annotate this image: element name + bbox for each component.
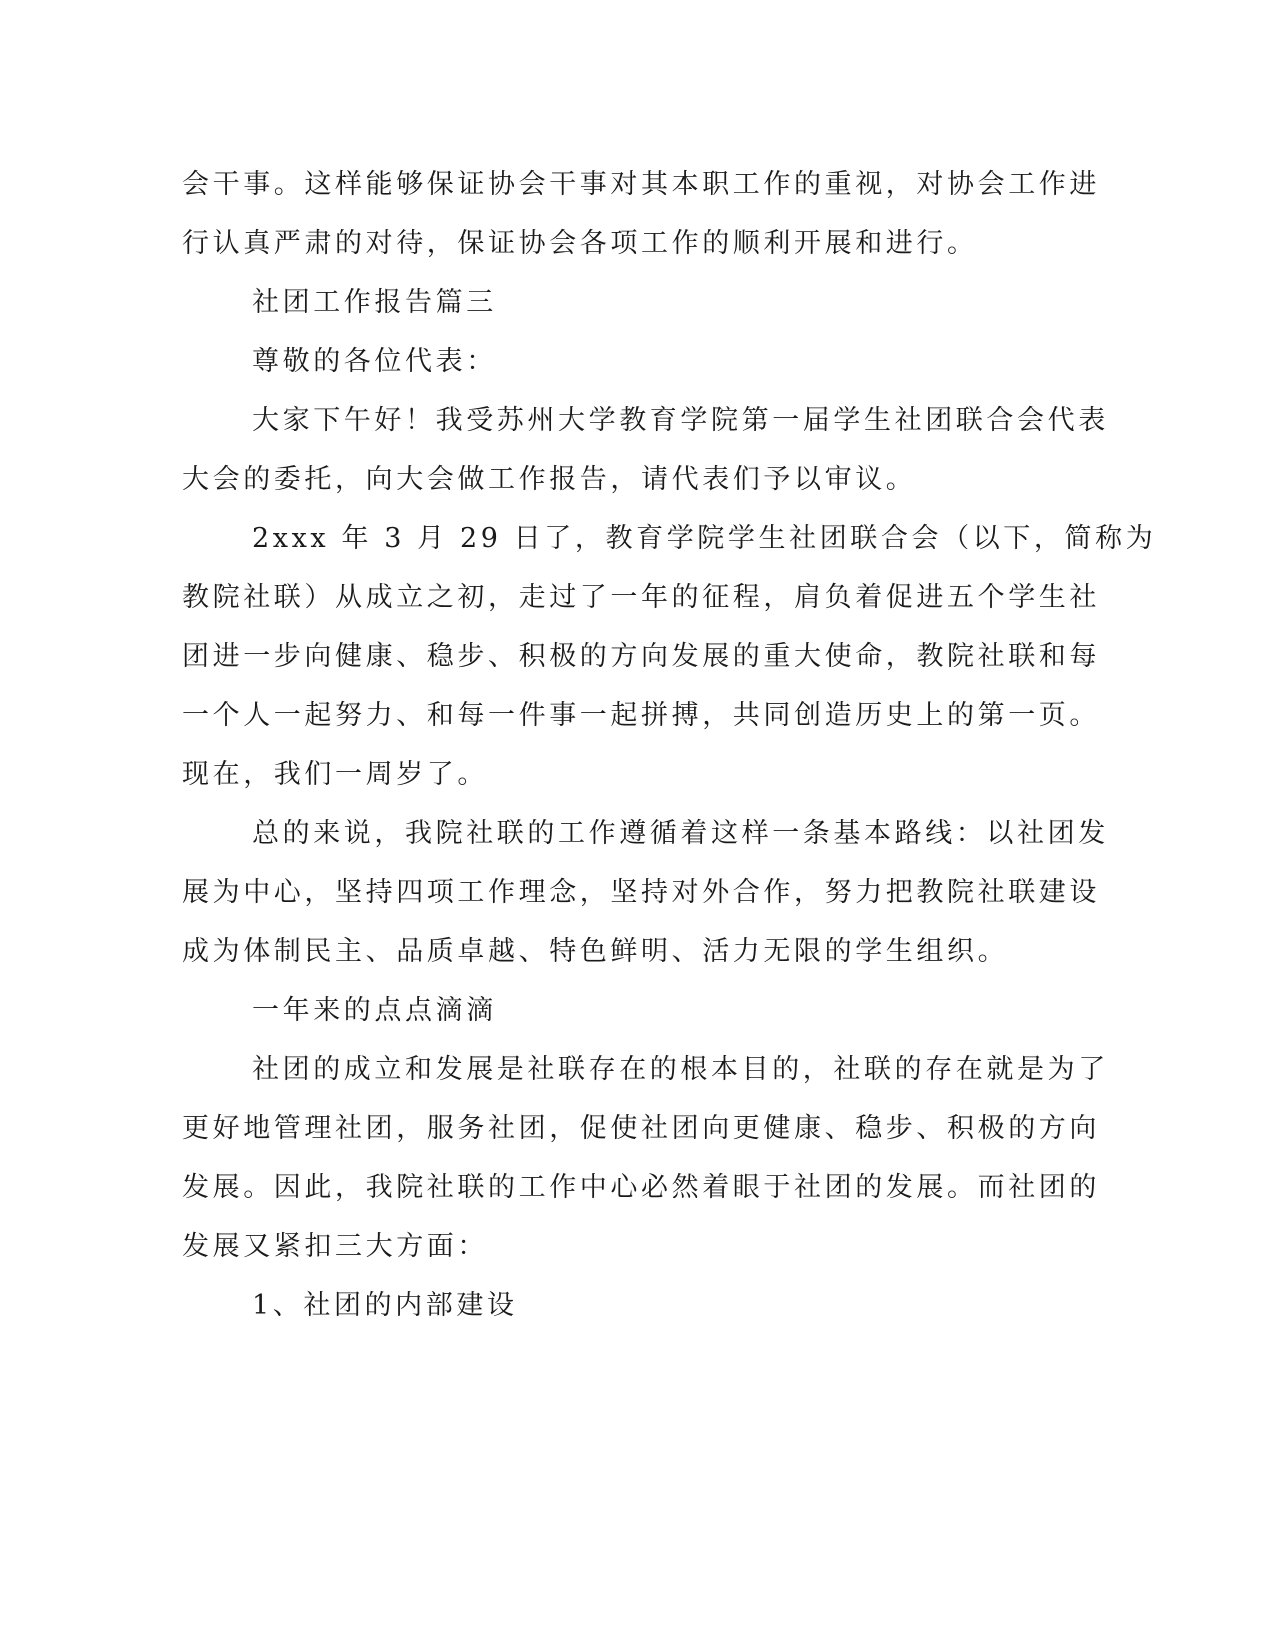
text-line: 大家下午好！我受苏州大学教育学院第一届学生社团联合会代表	[252, 405, 1109, 436]
text-line: 大会的委托，向大会做工作报告，请代表们予以审议。	[182, 464, 917, 495]
text-line: 2xxx 年 3 月 29 日了，教育学院学生社团联合会（以下，简称为	[252, 523, 1157, 554]
text-line: 发展又紧扣三大方面：	[182, 1231, 488, 1262]
text-line: 会干事。这样能够保证协会干事对其本职工作的重视，对协会工作进	[182, 169, 1100, 200]
text-line: 一个人一起努力、和每一件事一起拼搏，共同创造历史上的第一页。	[182, 700, 1100, 731]
document-body	[182, 155, 1157, 1335]
subheading: 一年来的点点滴滴	[252, 995, 497, 1026]
text-line: 成为体制民主、品质卓越、特色鲜明、活力无限的学生组织。	[182, 936, 1009, 967]
text-line: 团进一步向健康、稳步、积极的方向发展的重大使命，教院社联和每	[182, 641, 1100, 672]
text-line: 展为中心，坚持四项工作理念，坚持对外合作，努力把教院社联建设	[182, 877, 1100, 908]
list-item: 1、社团的内部建设	[252, 1290, 518, 1321]
text-line: 发展。因此，我院社联的工作中心必然着眼于社团的发展。而社团的	[182, 1172, 1100, 1203]
section-heading: 社团工作报告篇三	[252, 287, 497, 318]
text-line: 总的来说，我院社联的工作遵循着这样一条基本路线：以社团发	[252, 818, 1109, 849]
salutation: 尊敬的各位代表：	[252, 346, 497, 377]
text-line: 现在，我们一周岁了。	[182, 759, 488, 790]
text-line: 教院社联）从成立之初，走过了一年的征程，肩负着促进五个学生社	[182, 582, 1100, 613]
text-line: 更好地管理社团，服务社团，促使社团向更健康、稳步、积极的方向	[182, 1113, 1100, 1144]
text-line: 行认真严肃的对待，保证协会各项工作的顺利开展和进行。	[182, 228, 978, 259]
text-line: 社团的成立和发展是社联存在的根本目的，社联的存在就是为了	[252, 1054, 1109, 1085]
